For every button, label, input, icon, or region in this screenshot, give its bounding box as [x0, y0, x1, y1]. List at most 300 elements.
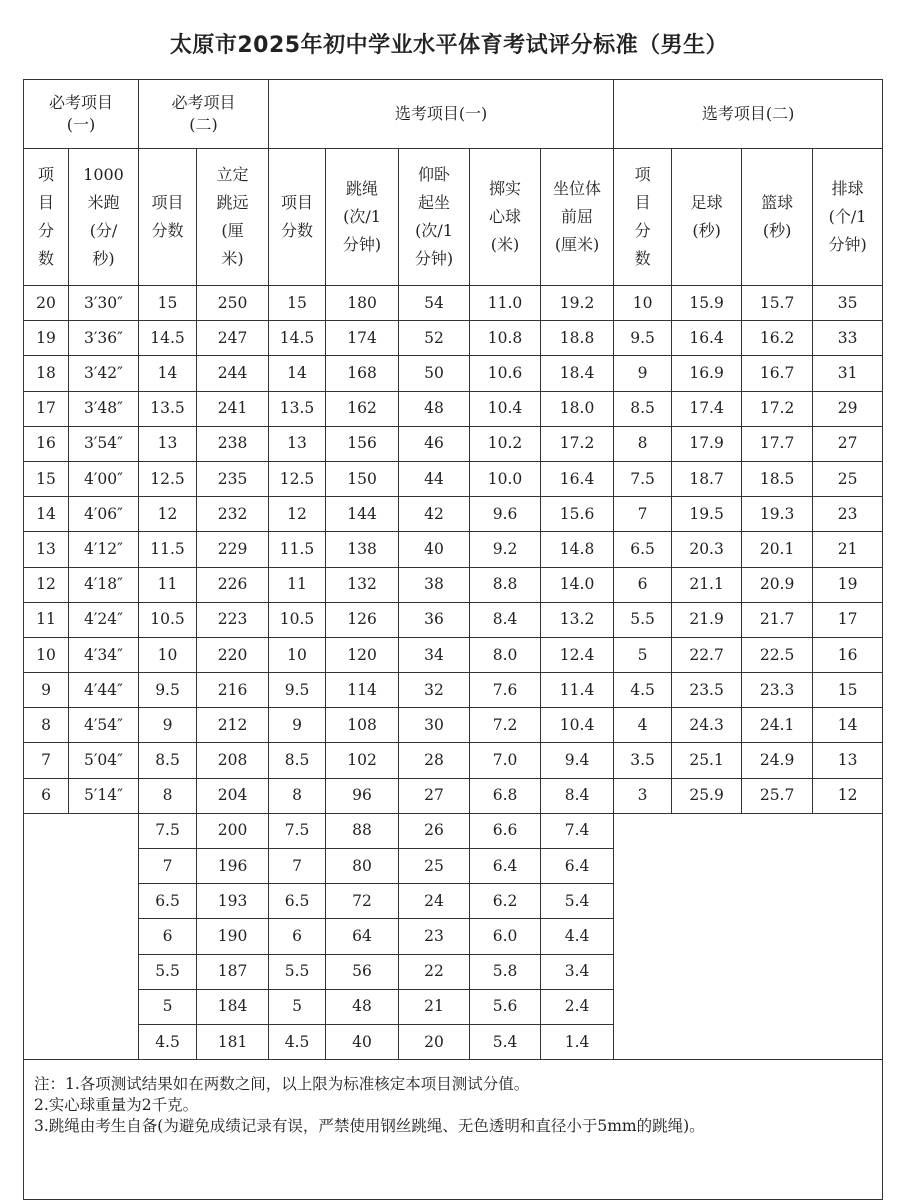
- table-cell: 244: [197, 356, 269, 391]
- table-cell: 19: [24, 321, 69, 356]
- table-cell: 208: [197, 743, 269, 778]
- table-cell: 132: [326, 567, 399, 602]
- table-cell: 247: [197, 321, 269, 356]
- table-cell: 10.4: [541, 708, 614, 743]
- table-row: [24, 286, 883, 321]
- table-cell: 36: [399, 602, 470, 637]
- table-cell: 33: [813, 321, 883, 356]
- col-header-line: 分数: [151, 221, 184, 240]
- col-header-score1: [24, 149, 69, 286]
- table-cell: 5.8: [470, 954, 541, 989]
- group-required-1: [24, 80, 139, 149]
- table-cell: 25.9: [672, 778, 742, 813]
- table-cell: 29: [813, 391, 883, 426]
- table-cell: 20: [24, 286, 69, 321]
- table-cell: 14.0: [541, 567, 614, 602]
- table-cell: 10.2: [470, 426, 541, 461]
- note-line: 注：1.各项测试结果如在两数之间，以上限为标准核定本项目测试分值。: [34, 1075, 530, 1094]
- col-header-line: 起坐: [418, 193, 451, 212]
- table-cell: 8.4: [470, 602, 541, 637]
- col-header-line: (秒): [692, 221, 721, 240]
- table-cell: 5.4: [541, 884, 614, 919]
- table-cell: 4.5: [139, 1024, 197, 1059]
- col-header-line: 项: [634, 165, 651, 184]
- table-cell: 4.4: [541, 919, 614, 954]
- table-cell: 10.0: [470, 461, 541, 496]
- col-header-run1000: [69, 149, 139, 286]
- col-header-basketball: [742, 149, 813, 286]
- table-cell: 38: [399, 567, 470, 602]
- table-cell: 6.8: [470, 778, 541, 813]
- table-cell: 16.7: [742, 356, 813, 391]
- page-title: 太原市2025年初中学业水平体育考试评分标准（男生）: [169, 33, 729, 58]
- table-cell: 19.3: [742, 497, 813, 532]
- table-cell: 3′42″: [69, 356, 139, 391]
- col-header-volleyball: [813, 149, 883, 286]
- table-cell: 7.5: [139, 813, 197, 848]
- table-cell: 20.3: [672, 532, 742, 567]
- table-cell: 8.5: [139, 743, 197, 778]
- table-cell: 7: [24, 743, 69, 778]
- table-cell: 1.4: [541, 1024, 614, 1059]
- group-elective-1: 选考项目(一): [269, 80, 614, 149]
- table-cell: 14: [269, 356, 326, 391]
- table-cell: 31: [813, 356, 883, 391]
- table-cell: 162: [326, 391, 399, 426]
- table-cell: 9: [614, 356, 672, 391]
- table-cell: 6.5: [139, 884, 197, 919]
- col-header-line: 项目: [281, 193, 314, 212]
- table-cell: 156: [326, 426, 399, 461]
- table-cell: 7: [139, 849, 197, 884]
- table-cell: 7.0: [470, 743, 541, 778]
- table-cell: 8: [139, 778, 197, 813]
- table-cell: 17.2: [541, 426, 614, 461]
- table-cell: 10.5: [139, 602, 197, 637]
- table-cell: 17.4: [672, 391, 742, 426]
- table-cell: 44: [399, 461, 470, 496]
- table-cell: 16: [24, 426, 69, 461]
- table-cell: 187: [197, 954, 269, 989]
- table-cell: 8: [24, 708, 69, 743]
- table-cell: 8: [269, 778, 326, 813]
- table-cell: 6.4: [541, 849, 614, 884]
- table-cell: 3′48″: [69, 391, 139, 426]
- table-cell: 9.5: [269, 673, 326, 708]
- col-header-situp: [399, 149, 470, 286]
- col-header-line: (次/1: [343, 207, 381, 226]
- table-cell: 14: [24, 497, 69, 532]
- table-cell: 20.1: [742, 532, 813, 567]
- table-cell: 226: [197, 567, 269, 602]
- table-cell: 17.2: [742, 391, 813, 426]
- col-header-football: [672, 149, 742, 286]
- table-cell: 10.6: [470, 356, 541, 391]
- table-cell: 120: [326, 637, 399, 672]
- table-cell: 235: [197, 461, 269, 496]
- table-cell: 7.2: [470, 708, 541, 743]
- col-header-line: 坐位体: [553, 179, 602, 198]
- table-cell: 17.9: [672, 426, 742, 461]
- table-cell: 150: [326, 461, 399, 496]
- col-header-line: 排球: [831, 179, 864, 198]
- table-cell: 11: [269, 567, 326, 602]
- table-cell: 190: [197, 919, 269, 954]
- col-header-line: 数: [634, 249, 651, 268]
- table-cell: 8.5: [269, 743, 326, 778]
- table-cell: 180: [326, 286, 399, 321]
- table-cell: 21: [813, 532, 883, 567]
- table-cell: 5′14″: [69, 778, 139, 813]
- table-cell: 5: [139, 989, 197, 1024]
- table-cell: 212: [197, 708, 269, 743]
- table-cell: 72: [326, 884, 399, 919]
- table-cell: 27: [399, 778, 470, 813]
- table-cell: 13: [139, 426, 197, 461]
- table-cell: 54: [399, 286, 470, 321]
- col-header-line: (个/1: [828, 207, 867, 226]
- table-cell: 15: [813, 673, 883, 708]
- notes-row: [24, 1060, 883, 1200]
- table-cell: 12.5: [269, 461, 326, 496]
- table-cell: 9.6: [470, 497, 541, 532]
- table-cell: 6.5: [614, 532, 672, 567]
- col-header-line: 米跑: [87, 193, 120, 212]
- table-cell: 200: [197, 813, 269, 848]
- col-header-line: 心球: [489, 207, 522, 226]
- table-cell: 11: [24, 602, 69, 637]
- table-cell: 9.5: [139, 673, 197, 708]
- table-cell: 11.4: [541, 673, 614, 708]
- table-cell: 5.5: [269, 954, 326, 989]
- table-cell: 3.5: [614, 743, 672, 778]
- table-cell: 16: [813, 637, 883, 672]
- table-cell: 48: [326, 989, 399, 1024]
- table-cell: 16.4: [672, 321, 742, 356]
- group-elective-2: 选考项目(二): [614, 80, 883, 149]
- table-cell: 4′00″: [69, 461, 139, 496]
- table-row: [24, 567, 883, 602]
- note-line: 3.跳绳由考生自备(为避免成绩记录有误，严禁使用钢丝跳绳、无色透明和直径小于5mm的跳绳)。: [34, 1116, 705, 1135]
- table-cell: 223: [197, 602, 269, 637]
- col-header-line: 篮球: [761, 193, 794, 212]
- table-cell: 35: [813, 286, 883, 321]
- table-cell: 184: [197, 989, 269, 1024]
- blank-cell-right: [614, 813, 883, 1059]
- table-cell: 14.8: [541, 532, 614, 567]
- col-header-line: 1000: [83, 165, 124, 184]
- table-row: [24, 391, 883, 426]
- table-cell: 4′24″: [69, 602, 139, 637]
- table-cell: 144: [326, 497, 399, 532]
- table-cell: 40: [326, 1024, 399, 1059]
- col-header-line: 项: [37, 165, 54, 184]
- table-cell: 13: [269, 426, 326, 461]
- table-cell: 15: [139, 286, 197, 321]
- group-required-2-line1: 必考项目: [171, 93, 236, 113]
- table-cell: 7.4: [541, 813, 614, 848]
- table-cell: 23.5: [672, 673, 742, 708]
- group-required-1-line1: 必考项目: [49, 93, 114, 113]
- col-header-line: (厘: [221, 221, 244, 240]
- col-header-line: 分钟): [342, 235, 382, 254]
- table-cell: 8.5: [614, 391, 672, 426]
- table-cell: 3′36″: [69, 321, 139, 356]
- table-cell: 238: [197, 426, 269, 461]
- col-header-rope: [326, 149, 399, 286]
- col-header-line: 分钟): [414, 249, 454, 268]
- table-row: [24, 637, 883, 672]
- table-cell: 8.4: [541, 778, 614, 813]
- column-header-row: [24, 149, 883, 286]
- table-cell: 232: [197, 497, 269, 532]
- table-cell: 25: [399, 849, 470, 884]
- table-cell: 21.7: [742, 602, 813, 637]
- table-cell: 3′54″: [69, 426, 139, 461]
- table-cell: 7.5: [614, 461, 672, 496]
- table-cell: 12.4: [541, 637, 614, 672]
- table-cell: 5: [614, 637, 672, 672]
- col-header-score2: [139, 149, 197, 286]
- table-cell: 4′12″: [69, 532, 139, 567]
- table-cell: 4′34″: [69, 637, 139, 672]
- col-header-sit-reach: [541, 149, 614, 286]
- table-cell: 5.6: [470, 989, 541, 1024]
- table-row: [24, 673, 883, 708]
- table-cell: 8.8: [470, 567, 541, 602]
- table-cell: 21.1: [672, 567, 742, 602]
- table-cell: 13.5: [269, 391, 326, 426]
- col-header-line: 跳远: [216, 193, 249, 212]
- table-row: [24, 321, 883, 356]
- table-cell: 25: [813, 461, 883, 496]
- blank-cell-left: [24, 813, 139, 1059]
- col-header-line: 米): [221, 249, 244, 268]
- table-cell: 174: [326, 321, 399, 356]
- table-cell: 12: [24, 567, 69, 602]
- table-cell: 19: [813, 567, 883, 602]
- table-cell: 32: [399, 673, 470, 708]
- col-header-line: 足球: [690, 193, 723, 212]
- table-cell: 3: [614, 778, 672, 813]
- table-cell: 9: [139, 708, 197, 743]
- group-required-2: [139, 80, 269, 149]
- table-cell: 64: [326, 919, 399, 954]
- table-cell: 108: [326, 708, 399, 743]
- group-header-row: [24, 80, 883, 149]
- table-cell: 21.9: [672, 602, 742, 637]
- table-cell: 220: [197, 637, 269, 672]
- table-cell: 40: [399, 532, 470, 567]
- table-cell: 19.5: [672, 497, 742, 532]
- table-cell: 16.4: [541, 461, 614, 496]
- col-header-line: (次/1: [415, 221, 453, 240]
- table-cell: 42: [399, 497, 470, 532]
- table-cell: 4′54″: [69, 708, 139, 743]
- table-cell: 4′06″: [69, 497, 139, 532]
- col-header-line: 掷实: [489, 179, 522, 198]
- col-header-line: (分/: [89, 221, 118, 240]
- table-cell: 13.2: [541, 602, 614, 637]
- table-row: [24, 743, 883, 778]
- table-cell: 13: [24, 532, 69, 567]
- table-cell: 12: [269, 497, 326, 532]
- table-cell: 168: [326, 356, 399, 391]
- table-cell: 8.0: [470, 637, 541, 672]
- table-cell: 22: [399, 954, 470, 989]
- table-cell: 11: [139, 567, 197, 602]
- table-cell: 138: [326, 532, 399, 567]
- table-cell: 10.5: [269, 602, 326, 637]
- col-header-long-jump: [197, 149, 269, 286]
- table-cell: 16.2: [742, 321, 813, 356]
- table-cell: 7: [269, 849, 326, 884]
- table-cell: 56: [326, 954, 399, 989]
- col-header-line: 跳绳: [346, 179, 379, 198]
- table-cell: 26: [399, 813, 470, 848]
- table-cell: 20.9: [742, 567, 813, 602]
- table-cell: 193: [197, 884, 269, 919]
- table-cell: 5.5: [139, 954, 197, 989]
- col-header-line: 秒): [92, 249, 115, 268]
- table-cell: 28: [399, 743, 470, 778]
- table-cell: 9: [269, 708, 326, 743]
- table-row: [24, 708, 883, 743]
- table-cell: 46: [399, 426, 470, 461]
- table-cell: 52: [399, 321, 470, 356]
- table-cell: 14: [139, 356, 197, 391]
- table-cell: 22.7: [672, 637, 742, 672]
- table-cell: 241: [197, 391, 269, 426]
- table-cell: 4: [614, 708, 672, 743]
- table-cell: 7: [614, 497, 672, 532]
- col-header-line: 前屈: [561, 207, 594, 226]
- table-cell: 216: [197, 673, 269, 708]
- col-header-score4: [614, 149, 672, 286]
- table-cell: 16.9: [672, 356, 742, 391]
- col-header-score3: [269, 149, 326, 286]
- table-cell: 15.6: [541, 497, 614, 532]
- table-cell: 24.1: [742, 708, 813, 743]
- table-cell: 5.4: [470, 1024, 541, 1059]
- table-cell: 18.0: [541, 391, 614, 426]
- table-cell: 7.6: [470, 673, 541, 708]
- table-cell: 24.9: [742, 743, 813, 778]
- table-cell: 80: [326, 849, 399, 884]
- table-cell: 229: [197, 532, 269, 567]
- table-cell: 10: [269, 637, 326, 672]
- table-cell: 13: [813, 743, 883, 778]
- table-cell: 6.5: [269, 884, 326, 919]
- table-cell: 6: [269, 919, 326, 954]
- table-cell: 5.5: [614, 602, 672, 637]
- table-cell: 10: [24, 637, 69, 672]
- table-cell: 24.3: [672, 708, 742, 743]
- table-cell: 50: [399, 356, 470, 391]
- table-row: [24, 602, 883, 637]
- table-cell: 10: [139, 637, 197, 672]
- table-cell: 23.3: [742, 673, 813, 708]
- group-required-2-line2: (二): [189, 115, 218, 134]
- col-header-line: 项目: [151, 193, 184, 212]
- table-cell: 6.0: [470, 919, 541, 954]
- table-cell: 12: [813, 778, 883, 813]
- table-cell: 4.5: [269, 1024, 326, 1059]
- table-cell: 17: [813, 602, 883, 637]
- table-cell: 17.7: [742, 426, 813, 461]
- table-cell: 3.4: [541, 954, 614, 989]
- table-cell: 14: [813, 708, 883, 743]
- table-row: [24, 532, 883, 567]
- col-header-line: 分数: [281, 221, 314, 240]
- table-cell: 10.4: [470, 391, 541, 426]
- table-cell: 5′04″: [69, 743, 139, 778]
- table-cell: 12: [139, 497, 197, 532]
- table-row: [24, 813, 883, 848]
- table-cell: 250: [197, 286, 269, 321]
- notes-cell: [24, 1060, 883, 1200]
- table-cell: 30: [399, 708, 470, 743]
- table-cell: 6.4: [470, 849, 541, 884]
- table-cell: 9.5: [614, 321, 672, 356]
- table-cell: 10.8: [470, 321, 541, 356]
- table-cell: 14.5: [139, 321, 197, 356]
- table-cell: 15.9: [672, 286, 742, 321]
- col-header-line: 仰卧: [418, 165, 451, 184]
- table-cell: 3′30″: [69, 286, 139, 321]
- table-cell: 48: [399, 391, 470, 426]
- col-header-line: 目: [37, 193, 54, 212]
- table-cell: 96: [326, 778, 399, 813]
- table-cell: 4′44″: [69, 673, 139, 708]
- table-cell: 20: [399, 1024, 470, 1059]
- col-header-line: (厘米): [554, 235, 600, 254]
- table-cell: 11.5: [139, 532, 197, 567]
- table-cell: 5: [269, 989, 326, 1024]
- table-cell: 11.0: [470, 286, 541, 321]
- table-cell: 126: [326, 602, 399, 637]
- col-header-line: 立定: [216, 165, 249, 184]
- table-cell: 22.5: [742, 637, 813, 672]
- table-cell: 15.7: [742, 286, 813, 321]
- table-cell: 11.5: [269, 532, 326, 567]
- table-cell: 196: [197, 849, 269, 884]
- table-cell: 181: [197, 1024, 269, 1059]
- table-cell: 9.2: [470, 532, 541, 567]
- table-cell: 6: [614, 567, 672, 602]
- table-cell: 18.7: [672, 461, 742, 496]
- table-cell: 18.4: [541, 356, 614, 391]
- table-row: [24, 778, 883, 813]
- table-cell: 4′18″: [69, 567, 139, 602]
- table-cell: 8: [614, 426, 672, 461]
- table-cell: 6: [24, 778, 69, 813]
- table-cell: 17: [24, 391, 69, 426]
- table-cell: 6.2: [470, 884, 541, 919]
- table-cell: 9.4: [541, 743, 614, 778]
- table-cell: 24: [399, 884, 470, 919]
- col-header-line: 目: [634, 193, 651, 212]
- table-cell: 10: [614, 286, 672, 321]
- table-cell: 7.5: [269, 813, 326, 848]
- scoring-standard-table: [23, 79, 883, 1200]
- col-header-line: (秒): [762, 221, 792, 240]
- group-required-1-line2: (一): [66, 115, 96, 134]
- table-row: [24, 356, 883, 391]
- table-cell: 27: [813, 426, 883, 461]
- table-cell: 19.2: [541, 286, 614, 321]
- col-header-ball-throw: [470, 149, 541, 286]
